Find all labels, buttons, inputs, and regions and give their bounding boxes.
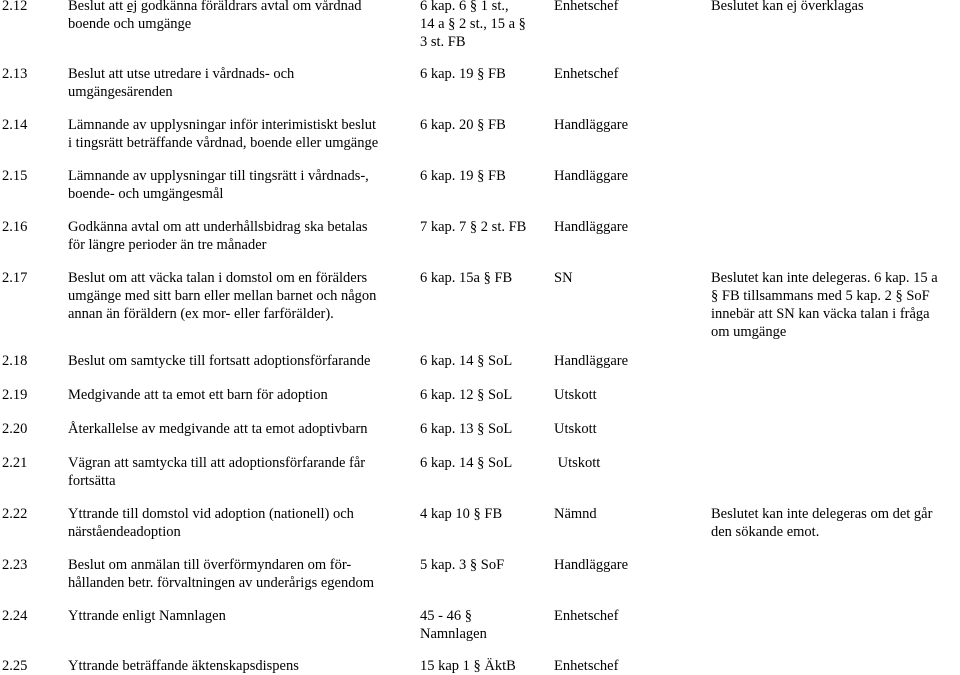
item-delegate: Nämnd: [554, 506, 597, 522]
description-line: Beslut att ej godkänna föräldrars avtal om vårdnad: [68, 0, 362, 14]
item-legal-reference: [420, 218, 548, 236]
item-delegate: Enhetschef: [554, 66, 619, 82]
item-legal-reference: [420, 386, 548, 404]
reference-line: 6 kap. 19 § FB: [420, 66, 506, 82]
item-description: [68, 167, 413, 203]
item-delegate: Utskott: [554, 387, 597, 403]
item-delegate: Handläggare: [554, 117, 629, 133]
description-line: Beslut om anmälan till överförmyndaren om för-: [68, 557, 352, 573]
reference-line: 14 a § 2 st., 15 a §: [420, 16, 526, 32]
item-delegate: Enhetschef: [554, 658, 619, 674]
item-number: 2.21: [2, 455, 28, 471]
reference-line: 6 kap. 19 § FB: [420, 168, 506, 184]
item-description: [68, 269, 413, 323]
item-number: 2.16: [2, 219, 28, 235]
description-line: Lämnande av upplysningar till tingsrätt i vårdnads-,: [68, 168, 369, 184]
note-line: § FB tillsammans med 5 kap. 2 § SoF: [711, 288, 930, 304]
reference-line: 6 kap. 20 § FB: [420, 117, 506, 133]
item-legal-reference: [420, 269, 548, 287]
description-line: Beslut om att väcka talan i domstol om en förälders: [68, 270, 368, 286]
item-legal-reference: [420, 607, 548, 643]
item-description: [68, 454, 413, 490]
item-legal-reference: [420, 65, 548, 83]
item-legal-reference: [420, 116, 548, 134]
item-legal-reference: [420, 0, 548, 51]
item-legal-reference: [420, 420, 548, 438]
description-line: Återkallelse av medgivande att ta emot adoptivbarn: [68, 421, 368, 437]
description-line: Vägran att samtycka till att adoptionsförfarande får: [68, 455, 366, 471]
item-description: [68, 65, 413, 101]
item-number: 2.17: [2, 270, 28, 286]
item-description: [68, 505, 413, 541]
item-description: [68, 386, 413, 404]
description-line: närståendeadoption: [68, 524, 181, 540]
item-description: [68, 657, 413, 675]
note-line: den sökande emot.: [711, 524, 820, 540]
item-number: 2.13: [2, 66, 28, 82]
description-line: umgängesärenden: [68, 84, 173, 100]
item-delegate: Handläggare: [554, 557, 629, 573]
item-legal-reference: [420, 352, 548, 370]
reference-line: 45 - 46 §: [420, 608, 472, 624]
item-legal-reference: [420, 454, 548, 472]
note-line: Beslutet kan inte delegeras om det går: [711, 506, 933, 522]
item-number: 2.15: [2, 168, 28, 184]
description-line: umgänge med sitt barn eller mellan barnet och någon: [68, 288, 377, 304]
note-line: innebär att SN kan väcka talan i fråga: [711, 306, 930, 322]
item-delegate: Handläggare: [554, 168, 629, 184]
item-note: [711, 0, 960, 15]
reference-line: Namnlagen: [420, 626, 487, 642]
item-delegate: Utskott: [554, 455, 601, 471]
item-description: [68, 352, 413, 370]
item-number: 2.18: [2, 353, 28, 369]
item-number: 2.25: [2, 658, 28, 674]
description-line: i tingsrätt beträffande vårdnad, boende eller umgänge: [68, 135, 379, 151]
item-description: [68, 556, 413, 592]
item-delegate: Enhetschef: [554, 608, 619, 624]
description-line: Lämnande av upplysningar inför interimistiskt beslut: [68, 117, 377, 133]
reference-line: 6 kap. 14 § SoL: [420, 353, 513, 369]
item-note: [711, 269, 960, 341]
item-number: 2.20: [2, 421, 28, 437]
item-note: [711, 505, 960, 541]
reference-line: 6 kap. 6 § 1 st.,: [420, 0, 509, 14]
reference-line: 4 kap 10 § FB: [420, 506, 503, 522]
note-line: Beslutet kan ej överklagas: [711, 0, 864, 14]
item-delegate: SN: [554, 270, 573, 286]
description-line: för längre perioder än tre månader: [68, 237, 267, 253]
note-line: om umgänge: [711, 324, 787, 340]
description-line: fortsätta: [68, 473, 116, 489]
reference-line: 15 kap 1 § ÄktB: [420, 658, 516, 674]
item-number: 2.24: [2, 608, 28, 624]
reference-line: 3 st. FB: [420, 34, 466, 50]
item-description: [68, 607, 413, 625]
item-description: [68, 116, 413, 152]
item-number: 2.19: [2, 387, 28, 403]
item-description: [68, 218, 413, 254]
item-delegate: Handläggare: [554, 353, 629, 369]
description-line: Beslut om samtycke till fortsatt adoptionsförfarande: [68, 353, 371, 369]
description-line: Beslut att utse utredare i vårdnads- och: [68, 66, 295, 82]
item-delegate: Enhetschef: [554, 0, 619, 14]
description-line: boende- och umgängesmål: [68, 186, 224, 202]
item-number: 2.23: [2, 557, 28, 573]
reference-line: 6 kap. 13 § SoL: [420, 421, 513, 437]
description-line: Yttrande till domstol vid adoption (nationell) och: [68, 506, 354, 522]
item-number: 2.12: [2, 0, 28, 14]
item-description: [68, 420, 413, 438]
description-line: Medgivande att ta emot ett barn för adoption: [68, 387, 328, 403]
description-line: hållanden betr. förvaltningen av underårigs egendom: [68, 575, 375, 591]
description-line: annan än föräldern (ex mor- eller farförälder).: [68, 306, 334, 322]
item-legal-reference: [420, 167, 548, 185]
reference-line: 5 kap. 3 § SoF: [420, 557, 505, 573]
item-legal-reference: [420, 556, 548, 574]
item-legal-reference: [420, 505, 548, 523]
reference-line: 6 kap. 12 § SoL: [420, 387, 513, 403]
reference-line: 6 kap. 15a § FB: [420, 270, 513, 286]
item-description: [68, 0, 413, 33]
item-number: 2.14: [2, 117, 28, 133]
item-delegate: Utskott: [554, 421, 597, 437]
description-line: boende och umgänge: [68, 16, 192, 32]
reference-line: 7 kap. 7 § 2 st. FB: [420, 219, 527, 235]
item-delegate: Handläggare: [554, 219, 629, 235]
item-number: 2.22: [2, 506, 28, 522]
description-line: Godkänna avtal om att underhållsbidrag ska betalas: [68, 219, 368, 235]
description-line: Yttrande beträffande äktenskapsdispens: [68, 658, 299, 674]
reference-line: 6 kap. 14 § SoL: [420, 455, 513, 471]
item-legal-reference: [420, 657, 548, 675]
note-line: Beslutet kan inte delegeras. 6 kap. 15 a: [711, 270, 938, 286]
description-line: Yttrande enligt Namnlagen: [68, 608, 226, 624]
